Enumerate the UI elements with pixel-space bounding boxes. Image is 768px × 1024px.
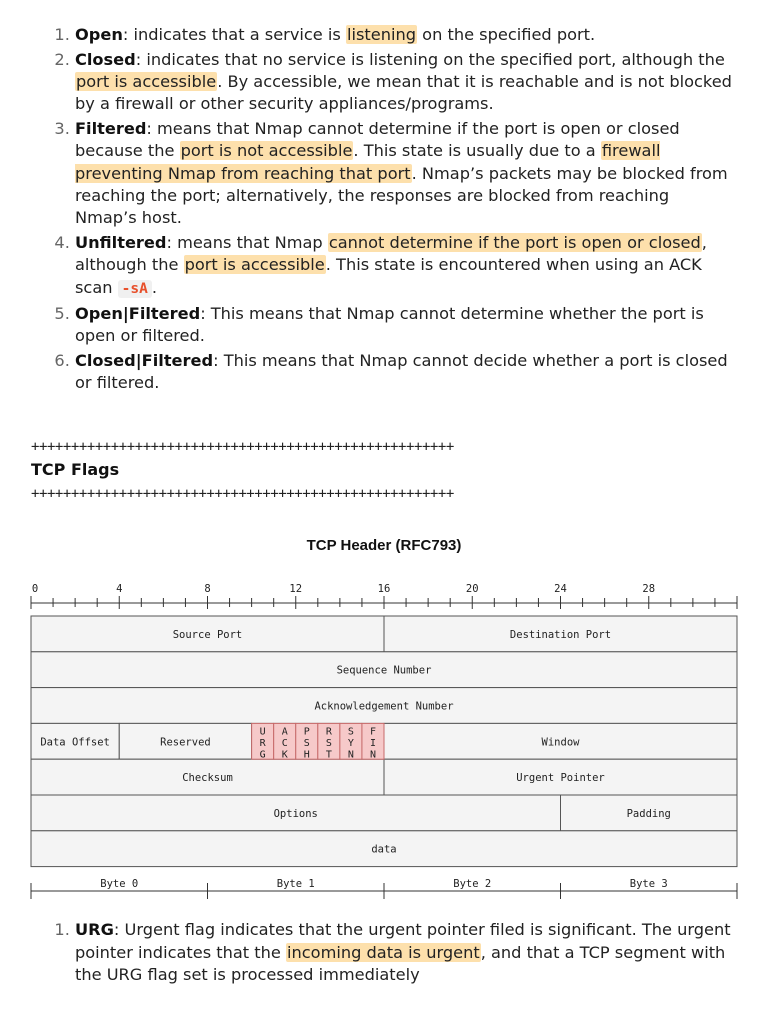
- bit-label: 28: [642, 583, 656, 595]
- byte-label: Byte 0: [100, 878, 139, 890]
- flag-letter: I: [369, 737, 376, 749]
- flag-letter: N: [369, 749, 376, 761]
- state-closed-filtered: 6. Closed|Filtered: This means that Nmap cannot decide whether a port is closed or filtered.: [75, 350, 735, 395]
- ack-number-field: Acknowledgement Number: [314, 700, 454, 713]
- flag-urg: 1. URG: Urgent flag indicates that the urgent pointer filed is significant. The urgent pointer indicates that the incoming data is urgent, and that a TCP segment with the URG flag set is processed immediately: [75, 919, 740, 987]
- flag-letter: R: [325, 726, 332, 738]
- tcp-flags-list: [0, 919, 740, 987]
- flag-letter: Y: [347, 737, 354, 749]
- state-open: 1. Open: indicates that a service is listening on the specified port.: [75, 24, 735, 46]
- window-field: Window: [541, 736, 580, 749]
- bit-label: 8: [204, 583, 211, 595]
- section-title: TCP Flags: [31, 460, 120, 479]
- flag-letter: F: [369, 726, 376, 738]
- bit-label: 16: [377, 583, 391, 595]
- byte-label: Byte 1: [276, 878, 315, 890]
- flag-letter: N: [347, 749, 354, 761]
- data-offset-field: Data Offset: [40, 736, 110, 749]
- sequence-number-field: Sequence Number: [336, 664, 432, 677]
- state-unfiltered: 4. Unfiltered: means that Nmap cannot determine if the port is open or closed, although the port is accessible. This state is encountered when using an ACK scan -sA .: [75, 232, 735, 300]
- bit-label: 20: [465, 583, 479, 595]
- data-field: data: [371, 843, 397, 856]
- bit-label: 0: [31, 583, 39, 595]
- state-open-filtered: 5. Open|Filtered: This means that Nmap cannot determine whether the port is open or filtered.: [75, 303, 735, 348]
- ack-scan-code: -sA: [118, 280, 152, 298]
- reserved-field: Reserved: [160, 736, 211, 749]
- separator-bottom: +++++++++++++++++++++++++++++++++++++++++++++++++++++: [31, 486, 454, 502]
- state-filtered: 3. Filtered: means that Nmap cannot determine if the port is open or closed because the port is not accessible. This state is usually due to a firewall preventing Nmap from reaching that port. Nmap’s packets may be blocked from reaching the port; alternatively, the responses are blocked from reaching Nmap’s host.: [75, 118, 735, 229]
- checksum-field: Checksum: [182, 772, 233, 785]
- flag-letter: T: [325, 749, 332, 761]
- state-closed: 2. Closed: indicates that no service is listening on the specified port, although the port is accessible. By accessible, we mean that it is reachable and is not blocked by a firewall or other security appliances/programs.: [75, 49, 735, 116]
- padding-field: Padding: [626, 807, 671, 820]
- flag-letter: K: [281, 749, 288, 761]
- flag-letter: G: [259, 749, 266, 761]
- bit-label: 4: [116, 583, 123, 595]
- flag-letter: S: [325, 737, 332, 749]
- flag-letter: P: [303, 726, 310, 738]
- bit-label: 24: [554, 583, 567, 595]
- diagram-title: TCP Header (RFC793): [306, 537, 462, 554]
- bit-ruler: [31, 583, 737, 609]
- flag-letter: A: [281, 726, 288, 738]
- destination-port-field: Destination Port: [509, 628, 612, 641]
- flag-letter: R: [259, 737, 266, 749]
- flag-letter: S: [303, 737, 310, 749]
- header-rows: [31, 616, 737, 867]
- flag-letter: S: [347, 726, 354, 738]
- byte-label: Byte 3: [629, 878, 668, 890]
- flag-letter: H: [303, 749, 310, 761]
- source-port-field: Source Port: [172, 628, 243, 641]
- flag-letter: C: [281, 737, 288, 749]
- bit-label: 12: [289, 583, 303, 595]
- options-field: Options: [273, 807, 318, 820]
- separator-top: +++++++++++++++++++++++++++++++++++++++++++++++++++++: [31, 439, 454, 455]
- urgent-pointer-field: Urgent Pointer: [516, 772, 605, 785]
- byte-label: Byte 2: [453, 878, 492, 890]
- flag-letter: U: [259, 726, 266, 738]
- byte-axis: [31, 878, 737, 899]
